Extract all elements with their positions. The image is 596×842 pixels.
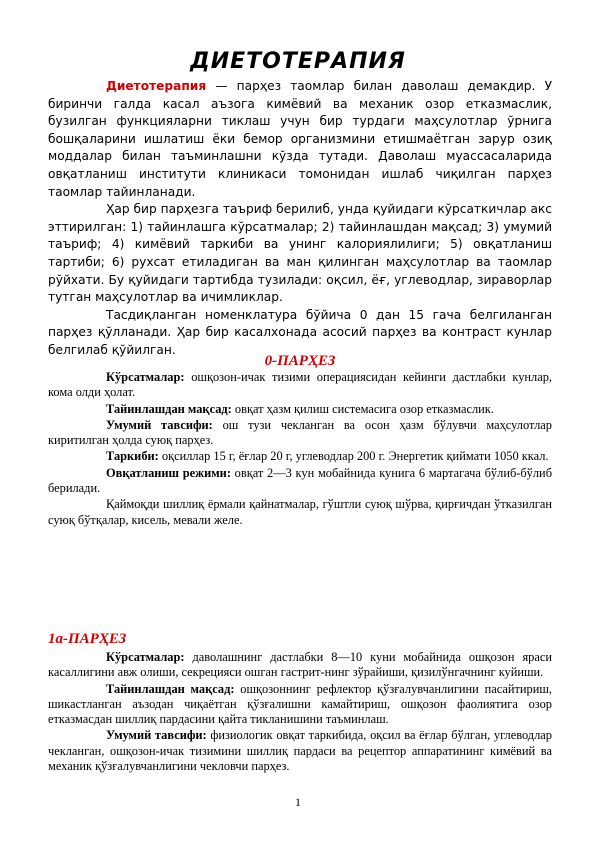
diet-1a-purpose [48, 682, 552, 728]
general-label: Умумий тавсифи: [106, 728, 207, 743]
intro-paragraph-2: Ҳар бир парҳезга таъриф берилиб, унда қуйидаги кўрсаткичлар акс эттирилган: 1) тайинлашга кўрсатмалар; 2) тайинлашдан мақсад; 3) умумий таъриф; 4) кимёвий таркиби ва унинг калориялилиги; 5) овқатланиш тартиби; 6) рухсат етиладиган ва ман қилинган маҳсулотлар ва таомлар рўйхати. Бу қуйидаги тартибда тузилади: оқсил, ёғ, углеводлар, зираворлар тутган маҳсулотлар ва ичимликлар. [48, 202, 552, 305]
intro-paragraph-1 [48, 78, 552, 201]
diet-0-purpose [48, 402, 552, 417]
purpose-text: овқат ҳазм қилиш системасига озор етказмаслик. [231, 401, 494, 416]
intro-paragraph-1-text: — парҳез таомлар билан даволаш демакдир. У биринчи галда касал аъзога кимёвий ва механик озор етказмаслик, бузилган функцияларни тиклаш учун бир турдаги маҳсулотлар ўрнига бошқаларини ишлатиш ёки бемор организмини етишмаётган зарур озиқ моддалар билан таъминлашни кўзда тутади. Даволаш муассасаларида овқатланиш институти клиникаси томонидан ишлаб чиқилган парҳез таомлар тайинланади. [48, 79, 552, 199]
diet-1a-indications [48, 650, 552, 681]
purpose-label: Тайинлашдан мақсад: [106, 401, 232, 416]
composition-text: оқсиллар 15 г, ёғлар 20 г, углеводлар 200 г. Энергетик қиймати 1050 ккал. [158, 449, 549, 464]
intro-paragraph-3: Тасдиқланган номенклатура бўйича 0 дан 15 гача белгиланган парҳез қўлланади. Ҳар бир касалхонада асосий парҳез ва контраст кунлар белгилаб қўйилган. [48, 307, 552, 357]
diet-0-composition [48, 449, 552, 464]
diet-1a-heading: 1а-ПАРҲЕЗ [48, 631, 127, 647]
purpose-text: ошқозоннинг рефлектор қўзғалувчанлигини пасайтириш, шикастланган аъзодан чиқаётган қўзғалишни камайтириш, ошқозон фаолиятига озор етказмасдан шиллиқ пардасини қайта тикланишини таъминлаш. [48, 681, 553, 727]
diet-0-indications [48, 370, 552, 401]
indications-label: Кўрсатмалар: [106, 370, 185, 384]
diet-1a-section [48, 650, 552, 774]
diet-0-general [48, 418, 552, 449]
general-text: физиологик овқат таркибида, оқсил ва ёғлар бўлган, углеводлар чекланган, ошқозон-ичак тизимини шиллиқ пардаси ва рецептор аппаратининг кимёвий ва механик қўзғалувчанлигини чекловчи парҳез. [48, 728, 552, 774]
diet-0-regimen [48, 466, 552, 497]
purpose-label: Тайинлашдан мақсад: [106, 681, 235, 696]
composition-label: Таркиби: [106, 449, 159, 464]
regimen-label: Овқатланиш режими: [106, 465, 231, 480]
general-label: Умумий тавсифи: [106, 417, 213, 432]
diet-0-section [48, 370, 552, 528]
regimen-text: овқат 2—3 кун мобайнида кунига 6 мартагача бўлиб-бўлиб берилади. [48, 465, 552, 496]
term-highlight: Диетотерапия [106, 79, 207, 93]
diet-1a-general [48, 728, 552, 774]
indications-text: ошқозон-ичак тизими операциясидан кейинги дастлабки кунлар, кома олди ҳолат. [48, 370, 552, 400]
intro-section [48, 78, 552, 360]
general-text: ош тузи чекланган ва осон ҳазм бўлувчи маҳсулотлар киритилган ҳолда суюқ парҳез. [48, 417, 552, 448]
indications-text: даволашнинг дастлабки 8—10 куни мобайнида ошқозон яраси касаллигини авж олиши, секрецияси ошган гастрит-нинг зўрайиши, қизилўнгачнинг куйиши. [48, 650, 552, 680]
page-number: 1 [295, 795, 301, 809]
diet-0-foods: Қаймоқди шиллиқ ёрмали қайнатмалар, гўштли суюқ шўрва, қирғичдан ўтказилган суюқ бўтқалар, кисель, мевали желе. [48, 497, 552, 527]
document-title: ДИЕТОТЕРАПИЯ [190, 49, 406, 74]
diet-0-heading: 0-ПАРҲЕЗ [264, 353, 336, 369]
indications-label: Кўрсатмалар: [106, 650, 185, 664]
